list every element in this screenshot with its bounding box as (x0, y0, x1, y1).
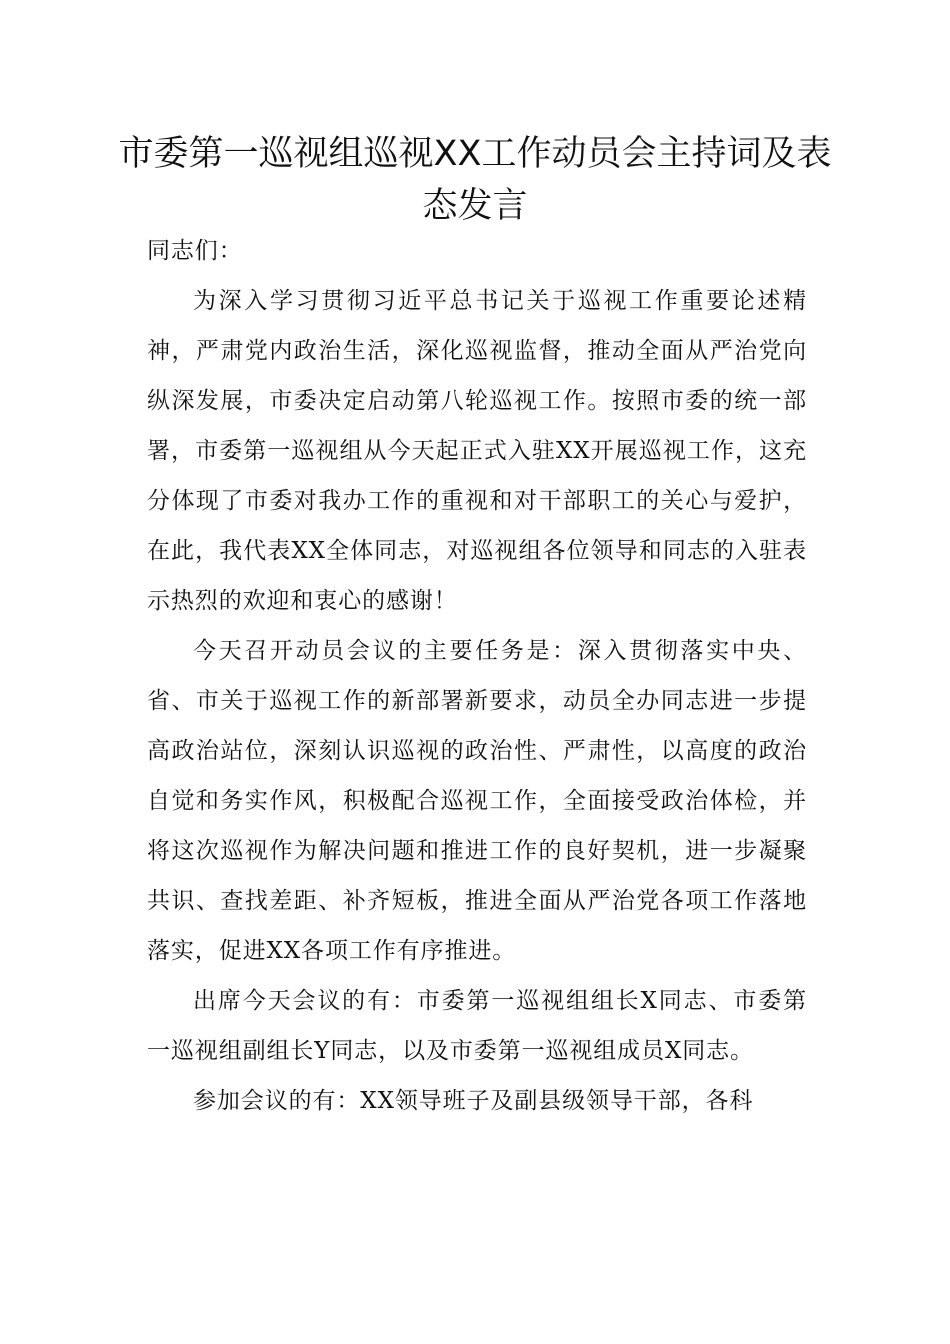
salutation: 同志们： (147, 238, 243, 264)
paragraph-main-task: 今天召开动员会议的主要任务是：深入贯彻落实中央、省、市关于巡视工作的新部署新要求，动员全办同志进一步提高政治站位，深刻认识巡视的政治性、严肃性，以高度的政治自觉和务实作风，积极配合巡视工作，全面接受政治体检，并将这次巡视作为解决问题和推进工作的良好契机，进一步凝聚共识、查找差距、补齐短板，推进全面从严治党各项工作落地落实，促进XX各项工作有序推进。 (147, 638, 807, 964)
paragraph-welcome: 为深入学习贯彻习近平总书记关于巡视工作重要论述精神，严肃党内政治生活，深化巡视监督，推动全面从严治党向纵深发展，市委决定启动第八轮巡视工作。按照市委的统一部署，市委第一巡视组从今天起正式入驻XX开展巡视工作，这充分体现了市委对我办工作的重视和对干部职工的关心与爱护，在此，我代表XX全体同志，对巡视组各位领导和同志的入驻表示热烈的欢迎和衷心的感谢！ (147, 288, 807, 614)
paragraph-attendees: 出席今天会议的有：市委第一巡视组组长X同志、市委第一巡视组副组长Y同志，以及市委第一巡视组成员X同志。 (147, 988, 807, 1064)
paragraph-participants: 参加会议的有：XX领导班子及副县级领导干部，各科 (193, 1088, 754, 1114)
document-body (147, 226, 807, 1126)
document-title: 市委第一巡视组巡视XX工作动员会主持词及表态发言 (118, 134, 832, 226)
